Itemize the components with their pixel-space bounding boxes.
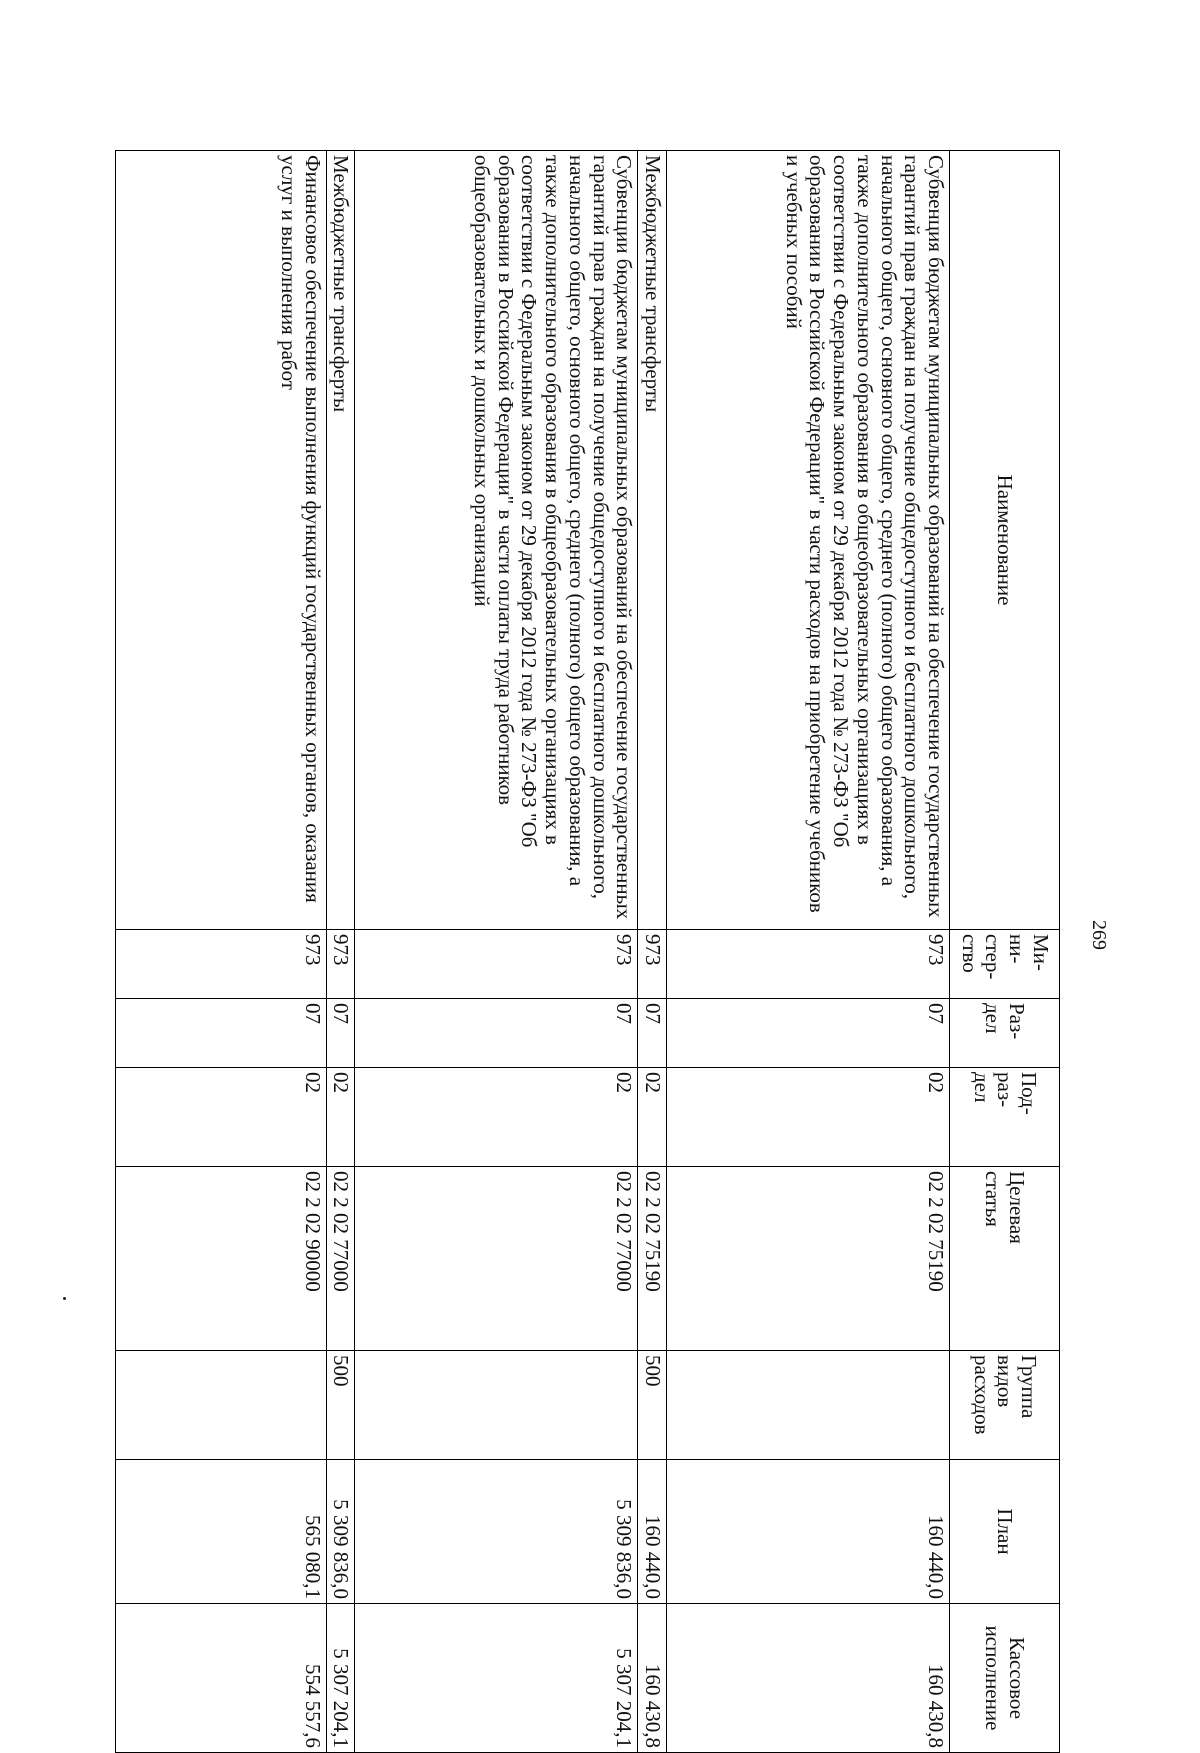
cell-execution: 554 557,6 (116, 1604, 327, 1753)
header-ministry: Ми- ни- стер- ство (950, 930, 1060, 999)
cell-target: 02 2 02 77000 (326, 1167, 355, 1351)
scan-dot-mark (63, 1297, 66, 1300)
cell-section: 07 (667, 999, 950, 1068)
cell-target: 02 2 02 90000 (116, 1167, 327, 1351)
cell-ministry: 973 (638, 930, 667, 999)
cell-section: 07 (355, 999, 638, 1068)
cell-subsection: 02 (638, 1068, 667, 1167)
cell-plan: 5 309 836,0 (326, 1460, 355, 1604)
cell-expense-group: 500 (638, 1351, 667, 1460)
cell-section: 07 (326, 999, 355, 1068)
cell-name: Межбюджетные трансферты (638, 151, 667, 930)
cell-plan: 160 440,0 (638, 1460, 667, 1604)
table-row (326, 151, 355, 1753)
cell-expense-group (667, 1351, 950, 1460)
cell-execution: 5 307 204,1 (355, 1604, 638, 1753)
header-plan: План (950, 1460, 1060, 1604)
header-section: Раз- дел (950, 999, 1060, 1068)
cell-ministry: 973 (667, 930, 950, 999)
table-body (116, 151, 950, 1753)
cell-name: Субвенция бюджетам муниципальных образований на обеспечение государственных гарантий прав граждан на получение общедоступного и бесплатного дошкольного, начального общего, основного общего, среднего (полного) общего образования, а также дополнительного образования в общеобразовательных организациях в соответствии с Федеральным законом от 29 декабря 2012 года № 273-ФЗ "Об образовании в Российской Федерации" в части расходов на приобретение учебников и учебных пособий (667, 151, 950, 930)
header-name: Наименование (950, 151, 1060, 930)
cell-execution: 160 430,8 (667, 1604, 950, 1753)
cell-execution: 160 430,8 (638, 1604, 667, 1753)
cell-name: Финансовое обеспечение выполнения функций государственных органов, оказания услуг и выполнения работ (116, 151, 327, 930)
table-row (667, 151, 950, 1753)
table-header-row (950, 151, 1060, 1753)
cell-subsection: 02 (355, 1068, 638, 1167)
header-expense-group: Группа видов расходов (950, 1351, 1060, 1460)
cell-section: 07 (116, 999, 327, 1068)
header-execution: Кассовое исполнение (950, 1604, 1060, 1753)
cell-expense-group (116, 1351, 327, 1460)
header-subsection: Под- раз- дел (950, 1068, 1060, 1167)
cell-ministry: 973 (326, 930, 355, 999)
cell-name: Субвенции бюджетам муниципальных образований на обеспечение государственных гарантий прав граждан на получение общедоступного и бесплатного дошкольного, начального общего, основного общего, среднего (полного) общего образования, а также дополнительного образования в общеобразовательных организациях в соответствии с Федеральным законом от 29 декабря 2012 года № 273-ФЗ "Об образовании в Российской Федерации" в части оплаты труда работников общеобразовательных и дошкольных организаций (355, 151, 638, 930)
cell-plan: 160 440,0 (667, 1460, 950, 1604)
cell-expense-group (355, 1351, 638, 1460)
cell-subsection: 02 (326, 1068, 355, 1167)
cell-ministry: 973 (116, 930, 327, 999)
cell-plan: 565 080,1 (116, 1460, 327, 1604)
cell-target: 02 2 02 77000 (355, 1167, 638, 1351)
cell-ministry: 973 (355, 930, 638, 999)
cell-target: 02 2 02 75190 (638, 1167, 667, 1351)
budget-table-container (115, 150, 1060, 1748)
cell-section: 07 (638, 999, 667, 1068)
table-row (638, 151, 667, 1753)
table-row (116, 151, 327, 1753)
cell-subsection: 02 (116, 1068, 327, 1167)
table-row (355, 151, 638, 1753)
cell-subsection: 02 (667, 1068, 950, 1167)
cell-execution: 5 307 204,1 (326, 1604, 355, 1753)
cell-target: 02 2 02 75190 (667, 1167, 950, 1351)
page-number: 269 (1088, 920, 1110, 950)
cell-expense-group: 500 (326, 1351, 355, 1460)
cell-plan: 5 309 836,0 (355, 1460, 638, 1604)
budget-table (115, 150, 1060, 1753)
cell-name: Межбюджетные трансферты (326, 151, 355, 930)
header-target: Целевая статья (950, 1167, 1060, 1351)
